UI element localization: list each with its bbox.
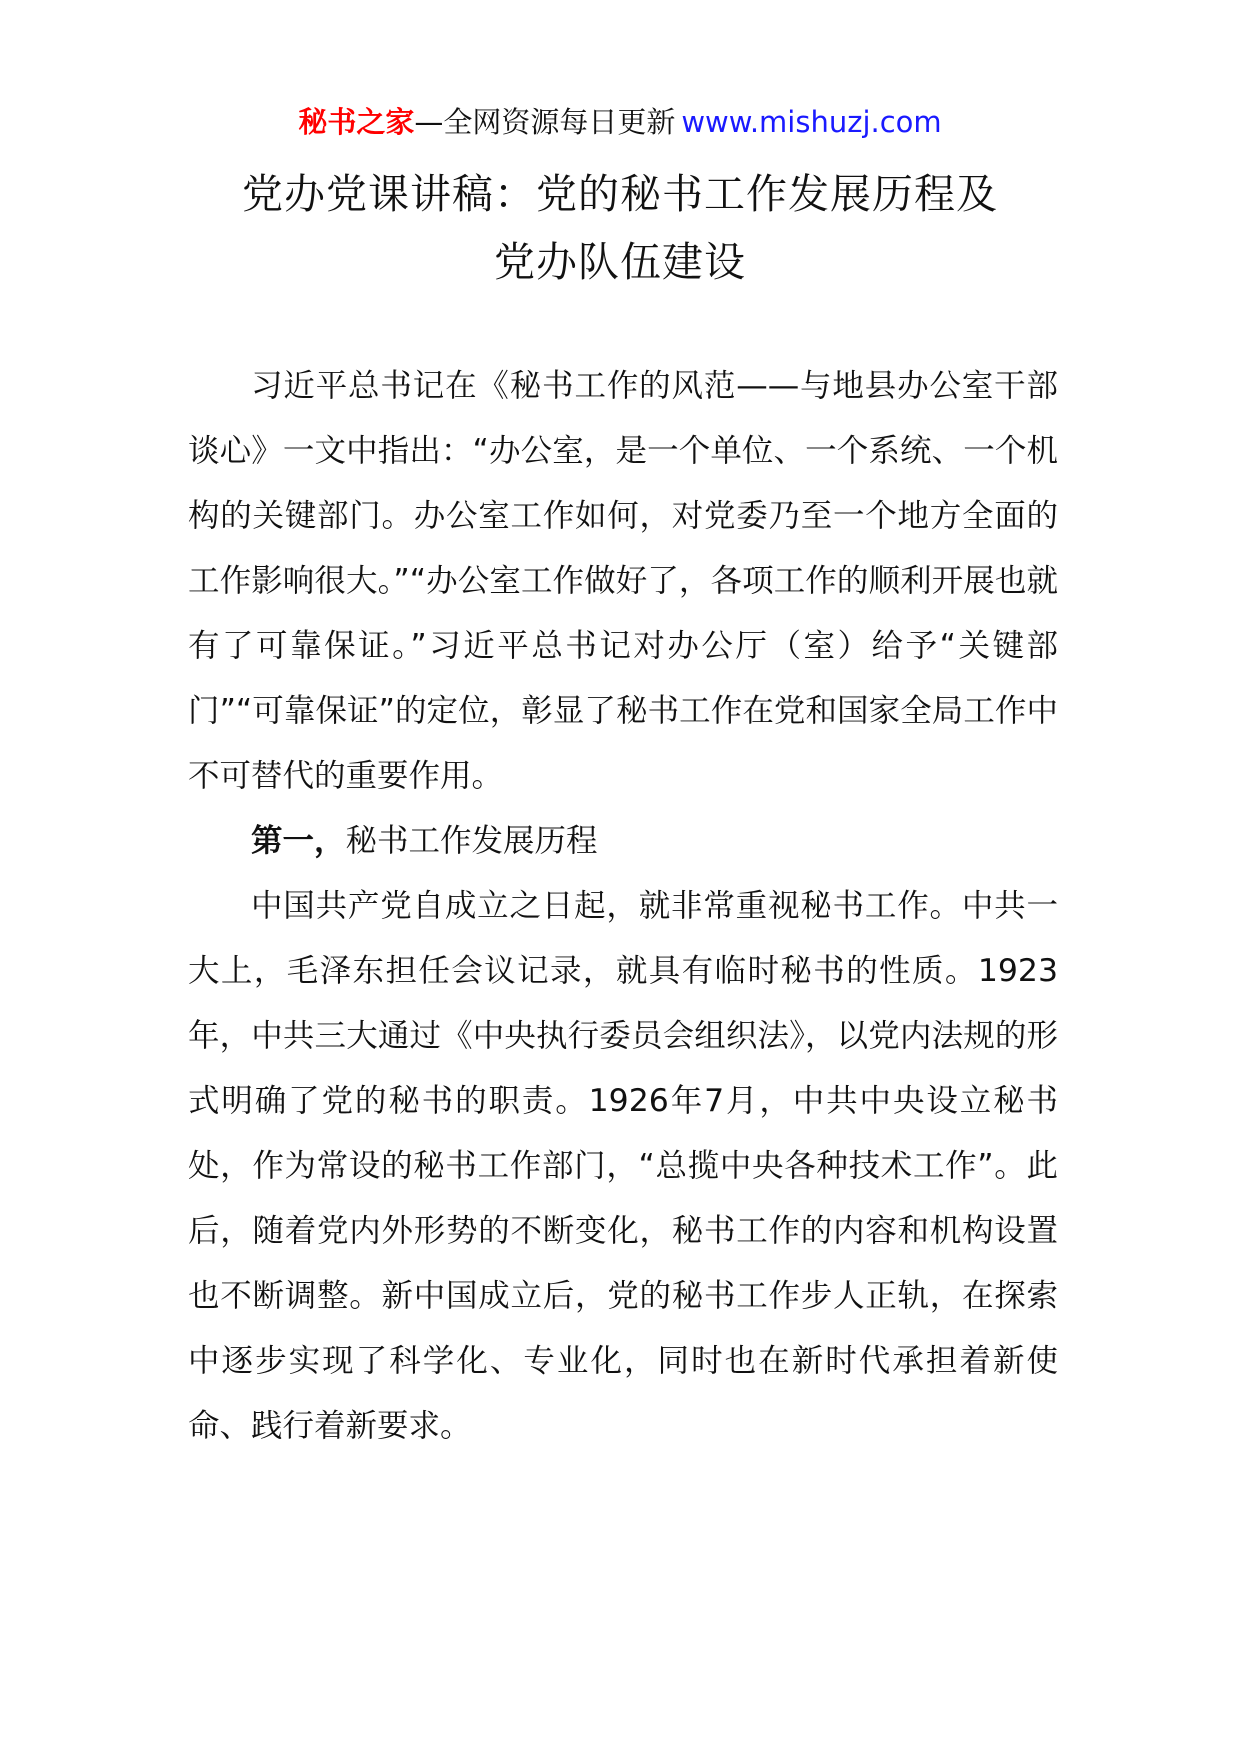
title-line-1: 党办党课讲稿：党的秘书工作发展历程及 [242,170,998,218]
title-line-2: 党办队伍建设 [494,238,746,286]
site-header [0,102,1240,142]
section-heading-text: 秘书工作发展历程 [345,823,598,859]
site-name: 秘书之家 [298,105,415,139]
paragraph-history: 中国共产党自成立之日起，就非常重视秘书工作。中共一大上，毛泽东担任会议记录，就具有临时秘书的性质。1923年，中共三大通过《中央执行委员会组织法》，以党内法规的形式明确了党的秘书的职责。1926年7月，中共中央设立秘书处，作为常设的秘书工作部门，“总揽中央各种技术工作”。此后，随着党内外形势的不断变化，秘书工作的内容和机构设置也不断调整。新中国成立后，党的秘书工作步人正轨，在探索中逐步实现了科学化、专业化，同时也在新时代承担着新使命、践行着新要求。 [188,888,1058,1444]
document-body [188,354,1058,1459]
site-url-link[interactable]: www.mishuzj.com [681,105,942,139]
section-heading [188,809,1058,874]
document-title [140,160,1100,296]
section-heading-lead: 第一， [251,823,346,859]
site-tagline: —全网资源每日更新 [414,105,676,139]
paragraph-intro: 习近平总书记在《秘书工作的风范——与地县办公室干部谈心》一文中指出：“办公室，是一个单位、一个系统、一个机构的关键部门。办公室工作如何，对党委乃至一个地方全面的工作影响很大。”“办公室工作做好了，各项工作的顺利开展也就有了可靠保证。”习近平总书记对办公厅（室）给予“关键部门”“可靠保证”的定位，彰显了秘书工作在党和国家全局工作中不可替代的重要作用。 [188,368,1058,794]
